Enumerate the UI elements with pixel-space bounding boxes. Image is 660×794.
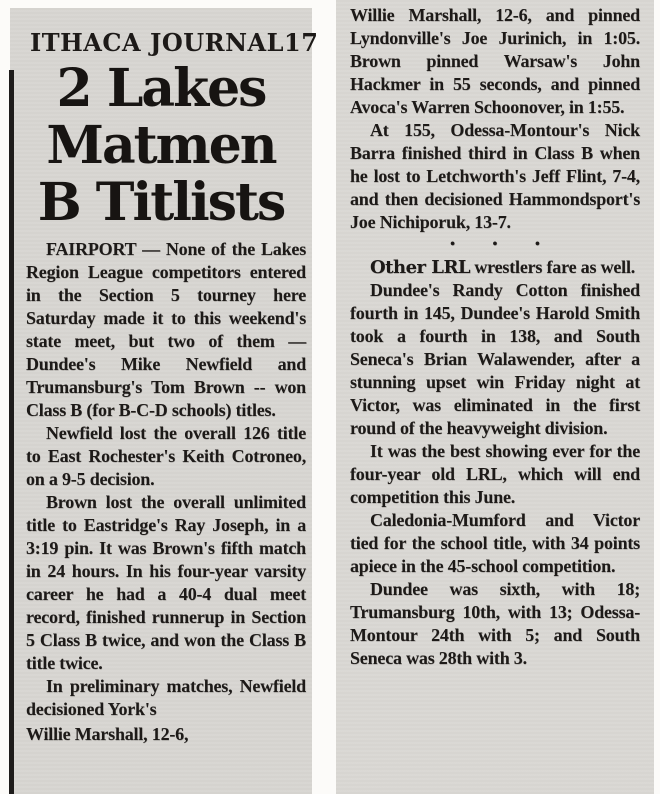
article-paragraph: At 155, Odessa-Montour's Nick Barra finished third in Class B when he lost to Letchworth's Jeff Flint, 7-4, and then decisioned Hammondsport's Joe Nichiporuk, 13-7. xyxy=(350,120,640,232)
section-separator-dots: • • • xyxy=(450,237,540,252)
article-paragraph: It was the best showing ever for the four-year old LRL, which will end competition this June. xyxy=(350,441,640,507)
article-paragraph xyxy=(350,256,640,279)
page-number: 17 xyxy=(284,28,319,57)
article-headline xyxy=(10,60,312,231)
article-paragraph: Newfield lost the overall 126 title to East Rochester's Keith Cotroneo, on a 9-5 decision. xyxy=(26,423,306,489)
paragraph-rest: wrestlers fare as well. xyxy=(474,257,636,277)
masthead-row xyxy=(10,8,319,57)
article-paragraph: Dundee was sixth, with 18; Trumansburg 10th, with 13; Odessa-Montour 24th with 5; and South Seneca was 28th with 3. xyxy=(350,579,640,668)
headline-line-1: 2 Lakes xyxy=(56,58,266,119)
left-column-body xyxy=(10,231,312,744)
right-column-body xyxy=(336,0,654,670)
paragraph-bold-lead: Other LRL xyxy=(370,257,471,278)
left-article-column xyxy=(10,8,319,794)
article-paragraph: Caledonia-Mumford and Victor tied for the school title, with 34 points apiece in the 45-school competition. xyxy=(350,510,640,576)
article-paragraph: Willie Marshall, 12-6, and pinned Lyndonville's Joe Jurinich, in 1:05. Brown pinned Warsaw's John Hackmer in 55 seconds, and pinned Avoca's Warren Schoonover, in 1:55. xyxy=(350,5,640,117)
right-article-column xyxy=(336,0,654,794)
headline-line-2: Matmen xyxy=(46,115,276,176)
masthead-title: ITHACA JOURNAL xyxy=(30,28,285,57)
article-paragraph: Willie Marshall, 12-6, xyxy=(26,724,189,744)
cutoff-line-fragment xyxy=(26,723,306,744)
headline-line-3: B Titlists xyxy=(37,172,285,233)
article-paragraph: Dundee's Randy Cotton finished fourth in 145, Dundee's Harold Smith took a fourth in 138, and South Seneca's Brian Walawender, after a stunning upset win Friday night at Victor, was eliminated in the first round of the heavyweight division. xyxy=(350,280,640,438)
article-paragraph: Brown lost the overall unlimited title to Eastridge's Ray Joseph, in a 3:19 pin. It was Brown's fifth match in 24 hours. In his four-year varsity career he had a 40-4 dual meet record, finished runnerup in Section 5 Class B twice, and won the Class B title twice. xyxy=(26,492,306,673)
column-rule-line xyxy=(9,70,14,794)
article-paragraph: FAIRPORT — None of the Lakes Region League competitors entered in the Section 5 tourney here Saturday made it to this weekend's state meet, but two of them — Dundee's Mike Newfield and Trumansburg's Tom Brown -- won Class B (for B-C-D schools) titles. xyxy=(26,239,306,420)
article-paragraph: In preliminary matches, Newfield decisioned York's xyxy=(26,676,306,719)
